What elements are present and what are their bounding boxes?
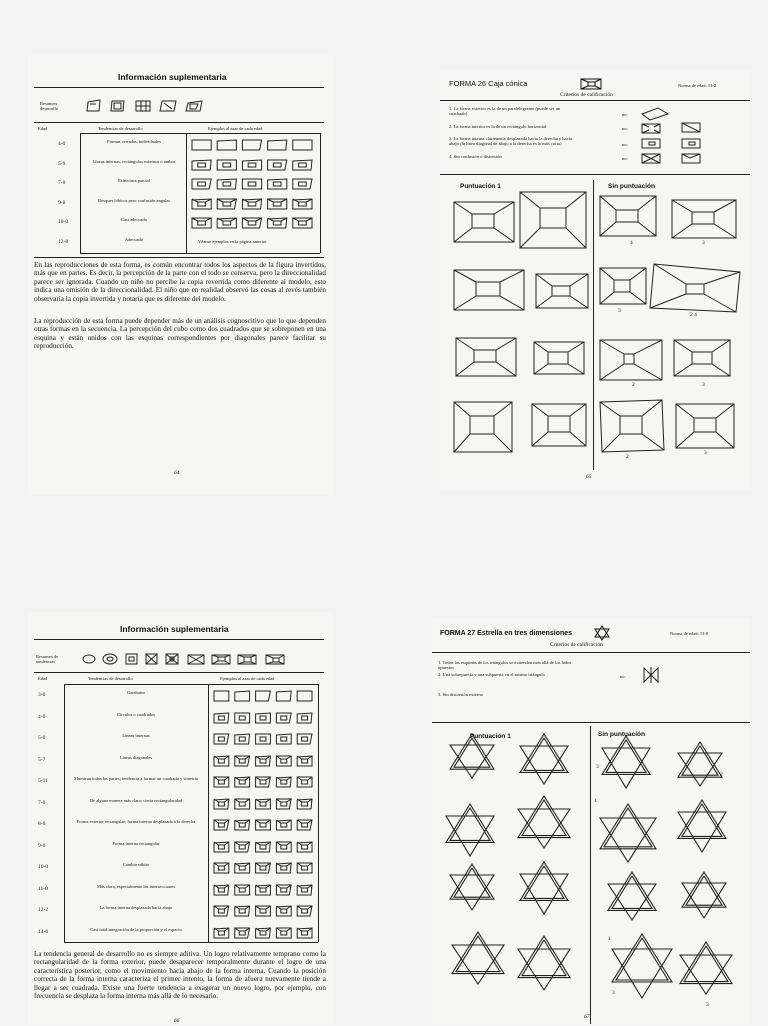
label: 3 [596,764,599,770]
col-tendencias: Tendencias de desarrollo [98,126,143,131]
row-edad: 5-0 [38,735,46,741]
page-title: Información suplementaria [118,72,227,82]
page-number: 65 [586,474,592,480]
sin-puntuacion: Sin puntuación [608,183,655,190]
star-sketch [446,804,494,842]
forma-title: FORMA 27 Estrella en tres dimensiones [440,630,573,637]
label: 3 [612,990,615,996]
star-sketch [680,942,732,984]
forma-title: FORMA 26 Caja cónica [449,79,528,88]
row-sketches [212,904,316,918]
row-tendencia: Bosques lóbicos pero confusión angular [98,197,170,203]
star-sketch [518,796,570,838]
row-sketches [212,754,316,768]
star-sketch [450,808,490,840]
row-edad: 12-2 [38,907,49,913]
star-sketch [454,738,490,767]
row-tendencia: Adecuado [124,236,144,242]
page-66 [28,612,333,1024]
row-tendencia: La forma interna desplazada hacia abajo [99,905,173,910]
puntuacion-1: Puntuación 1 [460,183,501,190]
star-sketch [678,753,722,786]
col-tendencias: Tendencias de desarrollo [88,676,133,681]
row-tendencia: Más clara, especialmente las intersecciones [96,883,176,889]
col-ejemplos: Ejemplos al azar de cada edad [220,676,275,681]
label: 3 [618,308,621,314]
norma: Norma de edad: 13-8 [670,631,709,636]
row-edad: 7-0 [58,180,66,186]
criterios-heading: Criterios de calificación [550,642,603,648]
label: 1 [608,936,611,942]
star-sketch [524,866,564,898]
criterion-1: 1. Todas las esquinas de los triángulos se extienden más allá de los lados opuestos [438,660,572,671]
star-sketch [454,868,490,897]
resumen-label: Resumen de tendencias [36,654,59,664]
star-sketch [524,738,564,770]
star-sketch [612,949,672,998]
criterion-1: 1. La forma exterior es la de un paralelogramo (puede ser un cuadrado) [449,106,561,117]
criterios-heading: Criterios de calificación [560,92,613,98]
row-sketches [212,861,316,875]
row-sketches [212,926,316,940]
star-sketch [522,800,566,836]
row-sketches [212,840,316,854]
star-sketch [602,736,650,774]
star-sketch [520,862,568,900]
row-tendencia: Casi total integración de la proporción y el espacio [90,926,182,932]
row-edad: 7-0 [38,799,46,806]
row-tendencia: Casi adecuado [120,217,148,222]
criteria-sketches [640,106,730,166]
star-sketch [450,745,494,778]
row-sketches [212,689,316,703]
row-sketches [212,732,316,746]
row-sketches [190,177,316,191]
col-ejemplos: Ejemplos al azar de cada edad [208,126,263,131]
col-edad: Edad [38,676,48,681]
star-sketch [682,746,718,775]
star-sketch [518,936,570,978]
label: 4 [630,240,633,246]
label: 3 [702,382,705,388]
row-tendencia: Cambio súbito [122,862,150,867]
star-sketch [456,936,500,972]
page-67 [432,618,750,1024]
criterion-2: 2. La forma interior es la de un rectángulo horizontal [449,124,547,129]
star-sketch [682,804,722,836]
row-tendencia: Líneas diagonales [119,754,153,760]
label: 2 [626,454,629,460]
star-sketch [678,800,726,838]
star-sketch [604,808,652,847]
no-label-1: no: [622,112,628,117]
star-sketch [606,740,646,772]
row-edad: 11-0 [38,885,48,892]
row-tendencia: Líneas internas, rectángulos externos o ambos [92,158,176,164]
label: 3 [704,450,707,456]
star-sketch [522,940,566,976]
label: 2 [632,382,635,388]
row-edad: 12-8 [58,238,69,245]
star-sketch [608,872,656,910]
model-icon [580,78,602,90]
box-drawings [440,190,750,480]
row-edad: 3-0 [38,692,46,698]
row-sketches [212,818,316,832]
row-tendencia: Líneas internas [122,733,150,738]
criterion-2: 2. Una sobrepuesta y una subpuesta en el mismo triángulo [438,672,545,677]
page-number: 67 [584,1014,590,1020]
row-edad: 9-0 [58,199,66,206]
row-sketches [212,797,316,811]
paragraph-1: En las reproducciones de esta forma, es común encontrar todos los aspectos de la figura invertidos, más que en partes. Es decir, la percepción de la parte con el todo se conserva, pero la direccionalidad parece ser ignorada. Cuando un niño no percibe la copia revertida como diferente al modelo, esto indica una omisión de la direccionalidad. El niño que en realidad observó las cosas al revés también observaría la copia invertida y notaría que es diferente del modelo. [34,261,326,303]
row-sketches [212,883,316,897]
row-tendencia: Muestran todas las partes; tendencia a formar un cuadrado y simetría [74,776,198,781]
page-64 [28,55,333,495]
paragraph: La tendencia general de desarrollo no es siempre aditiva. Un logro relativamente temprano como la rectangularidad de la forma exterior, puede desaparecer temporalmente durante el logro de una característica posterior, como el movimiento hacia abajo de la forma interna. Cuando la posición correcta de la forma interna caracteriza el primer intento, la forma de afuera nuevamente tiende a llegar a ser cuadrada. Existe una fuerte tendencia a exagerar un nuevo logro, por ejemplo, con frecuencia se desplaza la forma interna más allá de lo necesario. [34,950,326,1001]
star-sketch [612,934,672,982]
no-label-4: no: [622,156,628,161]
label: 2 4 [690,312,697,318]
row-tendencia: Círculos o cuadrados [117,711,155,717]
label: 2 [720,772,723,778]
row-ejemplos-note: Véanse ejemplos en la página anterior [198,238,267,244]
col-edad: Edad [38,126,48,131]
star-sketch [616,938,668,980]
no-label-3: no: [622,142,628,147]
summary-sketches [86,99,226,113]
row-edad: 8-6 [38,821,46,827]
criterion-4: 4. Sin confusión o distorsión [449,154,502,159]
row-sketches [190,197,316,211]
star-sketch [686,876,722,905]
page-65 [440,70,750,490]
model-star-icon [594,625,610,641]
row-edad: 14-6 [38,928,49,935]
label: 3 [702,240,705,246]
criteria-star-sketch [642,666,660,684]
row-sketches [212,711,316,725]
criterion-3: 3. La forma interna claramente desplazada hacia la derecha y hacia abajo (la línea diagonal de abajo a la derecha es la más corta) [449,136,573,147]
summary-sketches [82,652,312,666]
label: 3 [706,1002,709,1008]
row-edad: 5-7 [38,756,46,763]
row-edad: 10-0 [38,864,49,870]
row-edad: 5-11 [38,778,48,784]
criterion-3: 3. Sin distorsión externa [438,692,483,697]
star-sketch [684,946,728,982]
resumen-label: Resumen desarrollo [40,101,58,111]
star-sketch [452,932,504,974]
row-tendencia: De alguna manera más clara; cierta rectangularidad [89,797,183,803]
norma: Norma de edad: 13-2 [678,83,717,88]
row-edad: 5-9 [58,160,66,167]
row-edad: 4-0 [58,141,66,147]
row-tendencia: Estructura parcial [118,178,150,183]
star-sketch [520,734,568,772]
row-edad: 10-0 [58,219,69,225]
row-sketches [190,158,316,172]
row-tendencia: Formas cerradas, individuales [107,139,161,144]
sin-puntuacion: Sin puntuación [598,731,645,738]
row-sketches [212,775,316,789]
no-label: no: [620,674,626,679]
puntuacion-1: Puntuación 1 [470,733,511,740]
row-sketches [190,138,316,152]
star-sketch [600,804,656,849]
row-tendencia: Forma exterior rectangular; forma interna desplazada a la derecha [76,819,196,824]
label: 1 [594,798,597,804]
page-title: Información suplementaria [120,624,229,634]
row-tendencia: Garabateo [126,690,146,695]
star-sketch [612,876,652,908]
row-sketches [190,216,316,230]
star-sketch [608,884,656,920]
page-number: 64 [174,470,180,476]
no-label-2: no: [622,126,628,131]
row-edad: 9-0 [38,842,46,849]
paragraph-2: La reproducción de esta forma puede depender más de un análisis cognoscitivo que lo que dependen otras formas en la secuencia. La percepción del cubo como dos cuadrados que se sobreponen en una esquina y están unidos con las esquinas correspondientes por diagonales parece facilitar su reproducción. [34,317,326,351]
page-number: 66 [174,1018,180,1024]
row-tendencia: Forma interna rectangular [112,840,160,846]
row-edad: 4-0 [38,713,46,720]
